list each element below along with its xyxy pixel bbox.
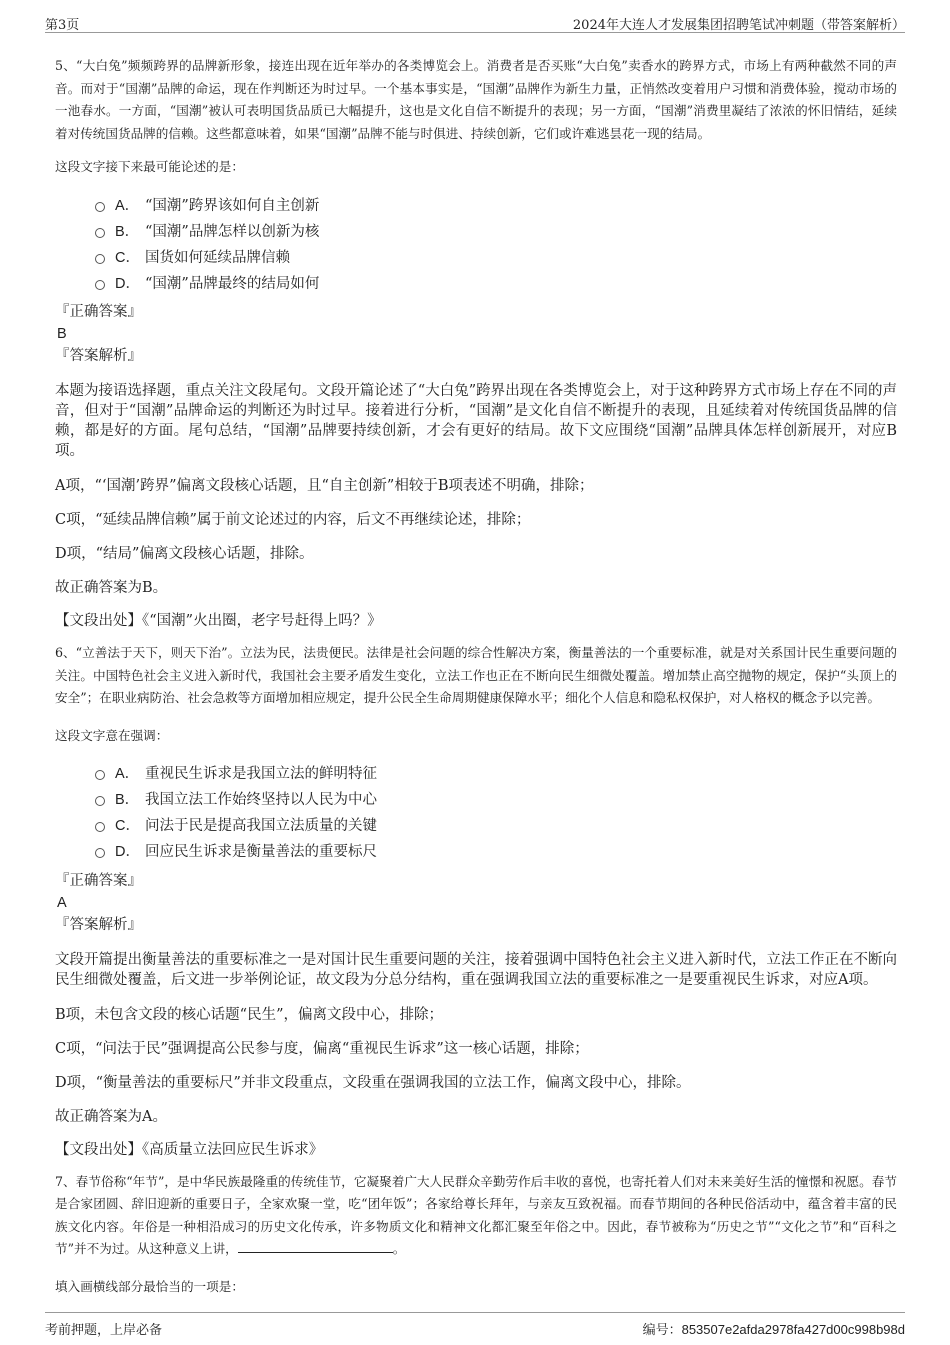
option-text: 我国立法工作始终坚持以人民为中心: [145, 792, 377, 808]
radio-icon[interactable]: [95, 796, 105, 806]
radio-icon[interactable]: [95, 202, 105, 212]
fill-blank[interactable]: [238, 1240, 393, 1253]
option-b[interactable]: B． “国潮”品牌怎样以创新为核: [95, 217, 897, 243]
option-text: “国潮”品牌怎样以创新为核: [145, 223, 320, 240]
options-list: [95, 760, 897, 864]
options-list: [95, 191, 897, 295]
option-c[interactable]: C． 问法于民是提高我国立法质量的关键: [95, 812, 897, 838]
radio-icon[interactable]: [95, 228, 105, 238]
correct-answer: B: [57, 326, 67, 342]
source: 【文段出处】《“国潮”火出圈，老字号赶得上吗？》: [55, 613, 382, 629]
page-number: 第3页: [45, 18, 80, 33]
explanation-text: 本题为接语选择题，重点关注文段尾句。文段开篇论述了“大白兔”跨界出现在各类博览会上，对于这种跨界方式市场上存在不同的声音，但对于“国潮”品牌命运的判断还为时过早。接着进行分析，“国潮”是文化自信不断提升的表现，且延续着对传统国货品牌的信赖，都是好的方面。尾句总结，“国潮”品牌要持续创新，才会有更好的结局。故下文应围绕“国潮”品牌具体怎样创新展开，对应B项。: [55, 383, 897, 459]
option-text: “国潮”品牌最终的结局如何: [145, 275, 320, 292]
radio-icon[interactable]: [95, 848, 105, 858]
analysis-c: C项，“延续品牌信赖”属于前文论述过的内容，后文不再继续论述，排除；: [55, 512, 531, 528]
conclusion: 故正确答案为B。: [55, 580, 168, 596]
page-footer: [45, 1312, 905, 1339]
radio-icon[interactable]: [95, 770, 105, 780]
radio-icon[interactable]: [95, 254, 105, 264]
source: 【文段出处】《高质量立法回应民生诉求》: [55, 1141, 324, 1158]
explanation-text: 文段开篇提出衡量善法的重要标准之一是对国计民生重要问题的关注，接着强调中国特色社会主义进入新时代，立法工作正在不断向民生细微处覆盖，后文进一步举例论证，故文段为分总分结构，重在强调我国立法的重要标准之一是要重视民生诉求，对应A项。: [55, 951, 897, 988]
answer-label: 『正确答案』: [55, 304, 142, 320]
analysis-a: A项，“‘国潮’跨界”偏离文段核心话题，且“自主创新”相较于B项表述不明确，排除；: [55, 478, 594, 494]
explanation-label: 『答案解析』: [55, 916, 142, 933]
question-prompt: 这段文字接下来最可能论述的是：: [55, 159, 244, 174]
question-text: 7、春节俗称“年节”，是中华民族最隆重的传统佳节，它凝聚着广大人民群众辛勤劳作后丰收的喜悦，也寄托着人们对未来美好生活的憧憬和祝愿。春节是合家团圆、辞旧迎新的重要日子，全家欢聚一堂，吃“团年饭”；各家给尊长拜年，与亲友互致祝福。而春节期间的各种民俗活动中，蕴含着丰富的民族文化内容。年俗是一种相沿成习的历史文化传承，许多物质文化和精神文化都汇聚至年俗之中。因此，春节被称为“历史之节”“文化之节”和“百科之节”并不为过。从这种意义上讲， 。: [55, 1173, 897, 1256]
option-d[interactable]: D． 回应民生诉求是衡量善法的重要标尺: [95, 838, 897, 864]
option-a[interactable]: A． 重视民生诉求是我国立法的鲜明特征: [95, 760, 897, 786]
document-code: 编号：853507e2afda2978fa427d00c998b98d: [642, 1322, 905, 1337]
explanation-label: 『答案解析』: [55, 348, 142, 364]
analysis-c: C项，“问法于民”强调提高公民参与度，偏离“重视民生诉求”这一核心话题，排除；: [55, 1040, 589, 1057]
analysis-d: D项，“结局”偏离文段核心话题，排除。: [55, 546, 314, 562]
option-text: 国货如何延续品牌信赖: [145, 249, 290, 266]
option-a[interactable]: A． “国潮”跨界该如何自主创新: [95, 191, 897, 217]
radio-icon[interactable]: [95, 280, 105, 290]
option-text: 重视民生诉求是我国立法的鲜明特征: [145, 766, 377, 782]
document-title: 2024年大连人才发展集团招聘笔试冲刺题（带答案解析）: [572, 18, 905, 33]
question-prompt: 这段文字意在强调：: [55, 727, 169, 743]
option-text: “国潮”跨界该如何自主创新: [145, 197, 320, 214]
option-text: 回应民生诉求是衡量善法的重要标尺: [145, 844, 377, 860]
analysis-d: D项，“衡量善法的重要标尺”并非文段重点，文段重在强调我国的立法工作，偏离文段中心，排除。: [55, 1074, 691, 1091]
option-text: 问法于民是提高我国立法质量的关键: [145, 818, 377, 834]
question-5: [55, 55, 897, 632]
answer-label: 『正确答案』: [55, 872, 142, 889]
radio-icon[interactable]: [95, 822, 105, 832]
question-text: 5、“大白兔”频频跨界的品牌新形象，接连出现在近年举办的各类博览会上。消费者是否买账“大白兔”卖香水的跨界方式，市场上有两种截然不同的声音。而对于“国潮”品牌的命运，现在作判断还为时过早。一个基本事实是，“国潮”品牌作为新生力量，正悄然改变着用户习惯和消费体验，搅动市场的一池春水。一方面，“国潮”被认可表明国货品质已大幅提升，这也是文化自信不断提升的表现；另一方面，“国潮”消费里凝结了浓浓的怀旧情结，延续着对传统国货品牌的信赖。这些都意味着，如果“国潮”品牌不能与时俱进、持续创新，它们或许难逃昙花一现的结局。: [55, 58, 897, 141]
page-header: [45, 10, 905, 33]
question-prompt: 填入画横线部分最恰当的一项是：: [55, 1278, 244, 1294]
option-d[interactable]: D． “国潮”品牌最终的结局如何: [95, 269, 897, 295]
question-text: 6、“立善法于天下，则天下治”。立法为民，法贵便民。法律是社会问题的综合性解决方案，衡量善法的一个重要标准，就是对关系国计民生重要问题的关注。中国特色社会主义进入新时代，我国社会主要矛盾发生变化，立法工作也正在不断向民生细微处覆盖。增加禁止高空抛物的规定，保护“头顶上的安全”；在职业病防治、社会急救等方面增加相应规定，提升公民全生命周期健康保障水平；细化个人信息和隐私权保护，对人格权的概念予以完善。: [55, 645, 897, 705]
main-content: [55, 55, 897, 1311]
option-b[interactable]: B． 我国立法工作始终坚持以人民为中心: [95, 786, 897, 812]
analysis-b: B项，未包含文段的核心话题“民生”，偏离文段中心，排除；: [55, 1006, 443, 1023]
footer-slogan: 考前押题，上岸必备: [45, 1323, 163, 1338]
correct-answer: A: [57, 894, 67, 911]
option-c[interactable]: C． 国货如何延续品牌信赖: [95, 243, 897, 269]
question-7: [55, 1171, 897, 1297]
question-6: [55, 642, 897, 1161]
conclusion: 故正确答案为A。: [55, 1108, 167, 1125]
